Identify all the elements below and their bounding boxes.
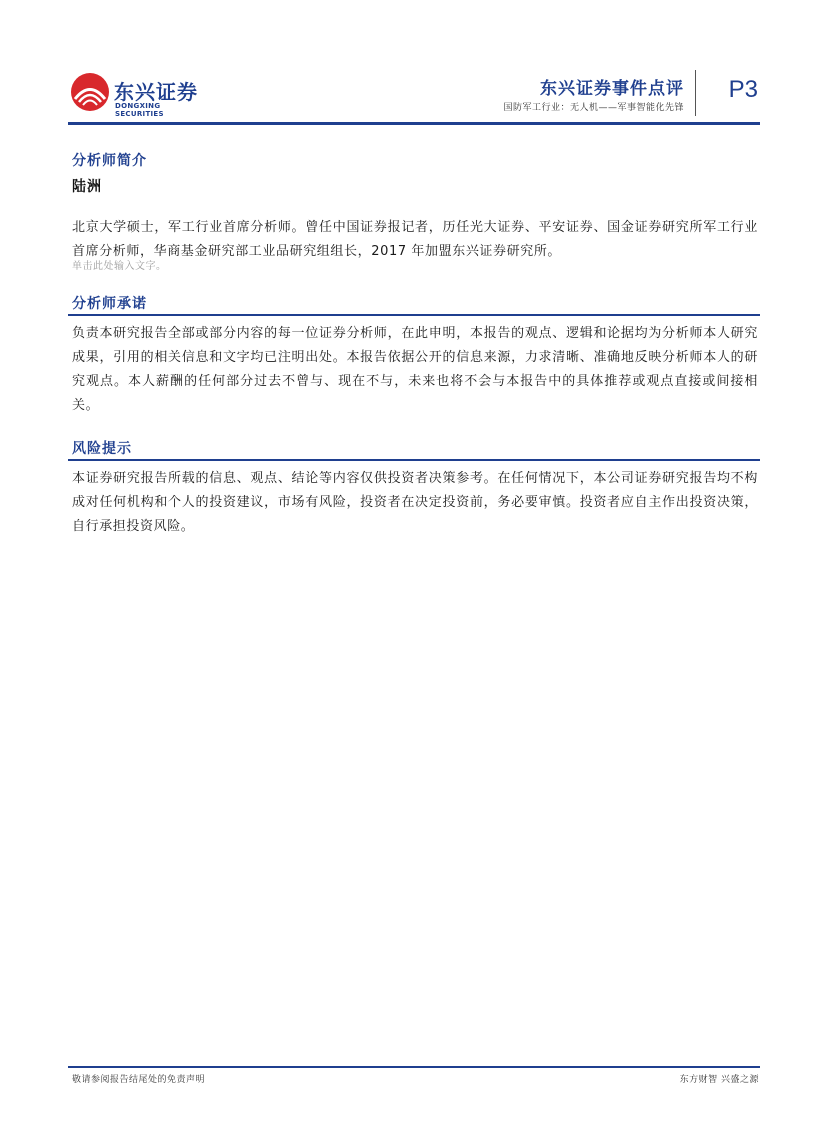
page-number: P3 xyxy=(728,76,758,103)
report-type: 东兴证券事件点评 xyxy=(540,79,684,99)
commitment-section-title: 分析师承诺 xyxy=(72,296,147,312)
company-logo xyxy=(70,72,210,118)
commitment-section-rule xyxy=(68,314,760,316)
risk-section-rule xyxy=(68,459,760,461)
footer-slogan: 东方财智 兴盛之源 xyxy=(679,1075,759,1085)
analyst-section-title: 分析师简介 xyxy=(72,153,147,169)
analyst-bio: 北京大学硕士，军工行业首席分析师。曾任中国证券报记者，历任光大证券、平安证券、国金证券研究所军工行业首席分析师，华商基金研究部工业品研究组组长，2017 年加盟东兴证券研究所。 xyxy=(72,220,758,259)
risk-text: 本证券研究报告所载的信息、观点、结论等内容仅供投资者决策参考。在任何情况下，本公司证券研究报告均不构成对任何机构和个人的投资建议，市场有风险，投资者在决定投资前，务必要审慎。投资者应自主作出投资决策，自行承担投资风险。 xyxy=(72,471,758,534)
header-divider xyxy=(695,70,696,116)
report-subtitle: 国防军工行业：无人机——军事智能化先锋 xyxy=(503,103,684,113)
footer-rule xyxy=(68,1066,760,1068)
page-header xyxy=(68,60,760,126)
header-rule xyxy=(68,122,760,125)
logo-emblem-icon xyxy=(70,72,110,112)
risk-section-title: 风险提示 xyxy=(72,441,132,457)
commitment-text: 负责本研究报告全部或部分内容的每一位证券分析师，在此申明，本报告的观点、逻辑和论据均为分析师本人研究成果，引用的相关信息和文字均已注明出处。本报告依据公开的信息来源，力求清晰、准确地反映分析师本人的研究观点。本人薪酬的任何部分过去不曾与、现在不与，未来也将不会与本报告中的具体推荐或观点直接或间接相关。 xyxy=(72,326,758,413)
logo-en-text: DONGXING SECURITIES xyxy=(115,102,164,118)
placeholder-text[interactable]: 单击此处输入文字。 xyxy=(72,261,167,272)
logo-cn-text: 东兴证券 xyxy=(114,80,198,104)
footer-disclaimer-note: 敬请参阅报告结尾处的免责声明 xyxy=(72,1075,206,1085)
analyst-name: 陆洲 xyxy=(72,179,102,195)
